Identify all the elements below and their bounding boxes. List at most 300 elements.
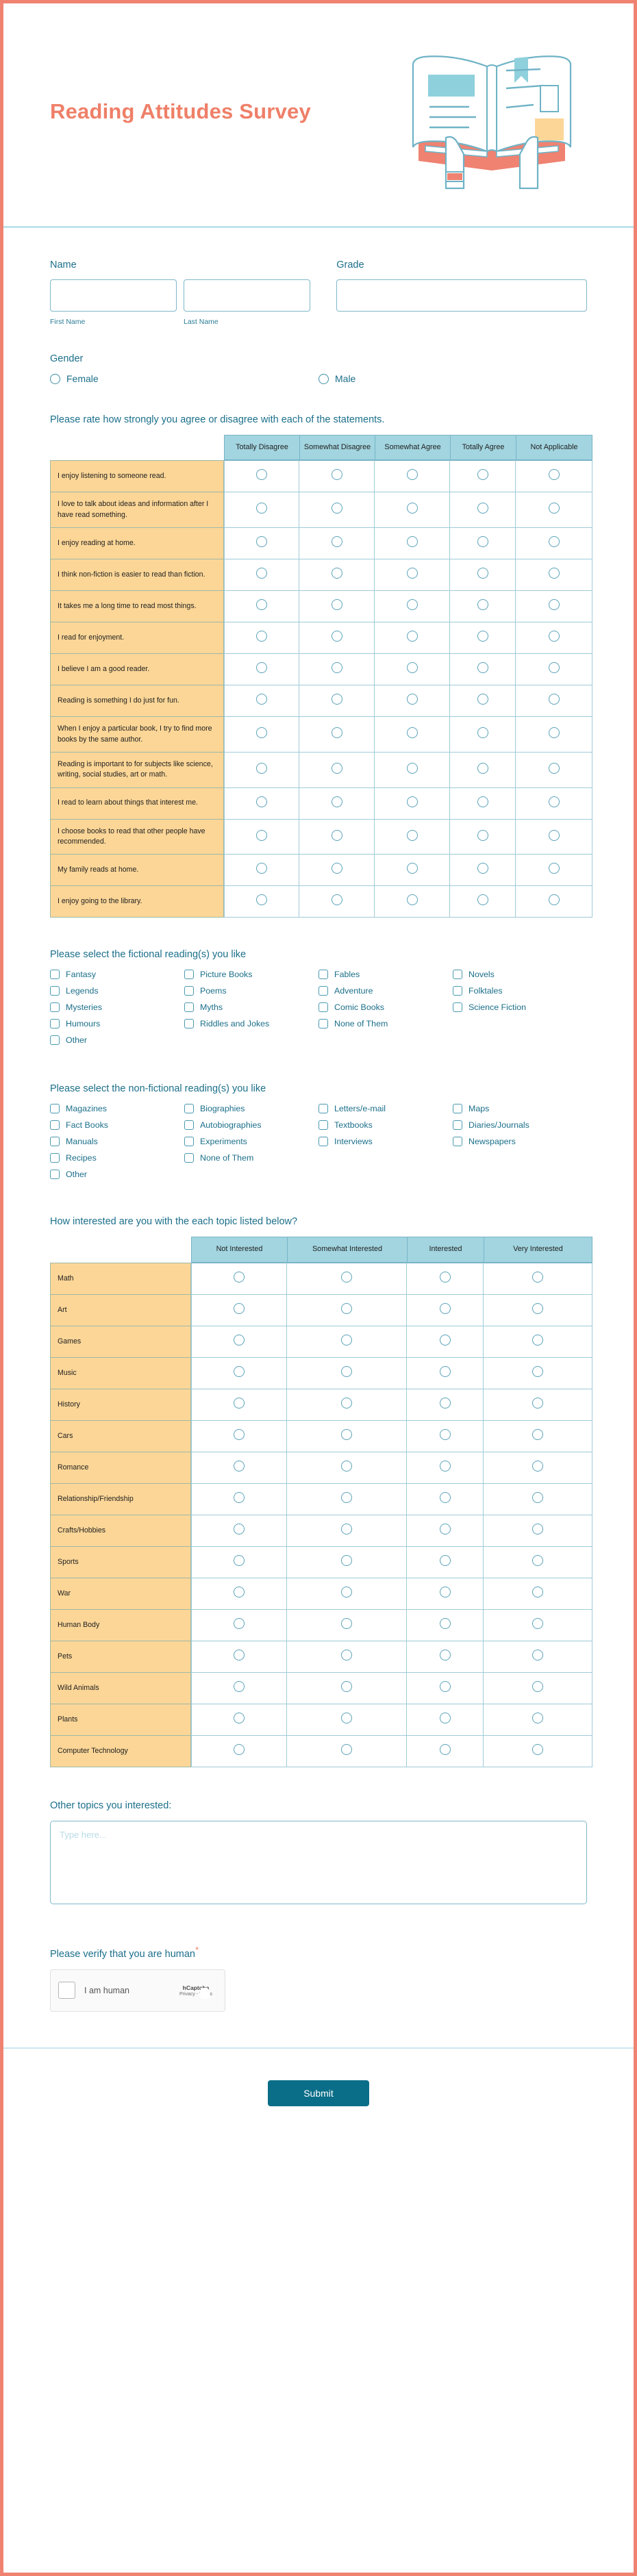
agreement-radio-cell[interactable] (224, 622, 299, 653)
other-topics-textarea[interactable] (50, 1821, 587, 1904)
interest-radio-cell[interactable] (407, 1389, 484, 1420)
interest-radio-cell[interactable] (287, 1578, 407, 1609)
radio-icon[interactable] (234, 1461, 245, 1472)
interest-radio-cell[interactable] (407, 1704, 484, 1735)
radio-icon[interactable] (234, 1650, 245, 1660)
radio-icon[interactable] (256, 469, 267, 480)
fictional-option[interactable] (184, 1019, 318, 1028)
radio-icon[interactable] (549, 503, 560, 514)
radio-icon[interactable] (440, 1587, 451, 1598)
radio-icon[interactable] (440, 1398, 451, 1409)
radio-icon[interactable] (477, 796, 488, 807)
radio-icon[interactable] (477, 830, 488, 841)
agreement-radio-cell[interactable] (299, 460, 375, 492)
interest-radio-cell[interactable] (407, 1672, 484, 1704)
radio-icon[interactable] (256, 763, 267, 774)
interest-radio-cell[interactable] (407, 1515, 484, 1546)
radio-icon[interactable] (256, 568, 267, 579)
radio-icon[interactable] (440, 1555, 451, 1566)
radio-icon[interactable] (50, 374, 60, 384)
hcaptcha-terms-link[interactable]: Privacy - Terms (179, 1991, 213, 1997)
radio-icon[interactable] (440, 1524, 451, 1535)
agreement-radio-cell[interactable] (450, 559, 516, 590)
fictional-option[interactable] (453, 1002, 587, 1012)
radio-icon[interactable] (440, 1272, 451, 1283)
radio-icon[interactable] (318, 374, 329, 384)
radio-icon[interactable] (407, 536, 418, 547)
nonfictional-option[interactable] (453, 1137, 587, 1146)
radio-icon[interactable] (341, 1366, 352, 1377)
interest-radio-cell[interactable] (287, 1483, 407, 1515)
radio-icon[interactable] (332, 662, 342, 673)
agreement-radio-cell[interactable] (450, 653, 516, 685)
checkbox-icon[interactable] (318, 970, 328, 979)
interest-radio-cell[interactable] (484, 1452, 592, 1483)
checkbox-icon[interactable] (453, 986, 462, 996)
fictional-option[interactable] (50, 1002, 184, 1012)
checkbox-icon[interactable] (184, 1019, 194, 1028)
interest-radio-cell[interactable] (287, 1452, 407, 1483)
radio-icon[interactable] (440, 1335, 451, 1346)
checkbox-icon[interactable] (184, 1104, 194, 1113)
radio-icon[interactable] (234, 1303, 245, 1314)
agreement-radio-cell[interactable] (450, 685, 516, 716)
radio-icon[interactable] (477, 469, 488, 480)
checkbox-icon[interactable] (50, 970, 60, 979)
interest-radio-cell[interactable] (191, 1735, 287, 1767)
agreement-radio-cell[interactable] (224, 653, 299, 685)
nonfictional-option[interactable] (318, 1104, 453, 1113)
agreement-radio-cell[interactable] (224, 854, 299, 885)
nonfictional-option[interactable] (318, 1120, 453, 1130)
radio-icon[interactable] (407, 863, 418, 874)
radio-icon[interactable] (477, 631, 488, 642)
agreement-radio-cell[interactable] (299, 590, 375, 622)
agreement-radio-cell[interactable] (450, 460, 516, 492)
agreement-radio-cell[interactable] (224, 685, 299, 716)
agreement-radio-cell[interactable] (299, 527, 375, 559)
interest-radio-cell[interactable] (191, 1704, 287, 1735)
radio-icon[interactable] (532, 1398, 543, 1409)
radio-icon[interactable] (407, 694, 418, 705)
checkbox-icon[interactable] (453, 1104, 462, 1113)
interest-radio-cell[interactable] (484, 1672, 592, 1704)
radio-icon[interactable] (256, 536, 267, 547)
interest-radio-cell[interactable] (484, 1578, 592, 1609)
interest-radio-cell[interactable] (484, 1389, 592, 1420)
agreement-radio-cell[interactable] (375, 622, 450, 653)
checkbox-icon[interactable] (50, 1137, 60, 1146)
fictional-option[interactable] (318, 1002, 453, 1012)
radio-icon[interactable] (332, 568, 342, 579)
interest-radio-cell[interactable] (484, 1326, 592, 1357)
nonfictional-option[interactable] (50, 1170, 184, 1179)
radio-icon[interactable] (341, 1524, 352, 1535)
radio-icon[interactable] (440, 1681, 451, 1692)
radio-icon[interactable] (332, 631, 342, 642)
fictional-option[interactable] (184, 970, 318, 979)
radio-icon[interactable] (341, 1713, 352, 1723)
interest-radio-cell[interactable] (484, 1483, 592, 1515)
radio-icon[interactable] (532, 1461, 543, 1472)
radio-icon[interactable] (549, 599, 560, 610)
interest-radio-cell[interactable] (287, 1515, 407, 1546)
nonfictional-option[interactable] (453, 1104, 587, 1113)
interest-radio-cell[interactable] (407, 1357, 484, 1389)
agreement-radio-cell[interactable] (299, 622, 375, 653)
radio-icon[interactable] (234, 1618, 245, 1629)
checkbox-icon[interactable] (318, 986, 328, 996)
radio-icon[interactable] (234, 1492, 245, 1503)
radio-icon[interactable] (407, 631, 418, 642)
agreement-radio-cell[interactable] (516, 752, 592, 787)
radio-icon[interactable] (532, 1366, 543, 1377)
interest-radio-cell[interactable] (407, 1641, 484, 1672)
interest-radio-cell[interactable] (484, 1641, 592, 1672)
radio-icon[interactable] (332, 469, 342, 480)
agreement-radio-cell[interactable] (224, 787, 299, 819)
agreement-radio-cell[interactable] (450, 716, 516, 752)
radio-icon[interactable] (234, 1587, 245, 1598)
agreement-radio-cell[interactable] (375, 716, 450, 752)
radio-icon[interactable] (234, 1524, 245, 1535)
agreement-radio-cell[interactable] (299, 492, 375, 527)
radio-icon[interactable] (234, 1555, 245, 1566)
radio-icon[interactable] (440, 1429, 451, 1440)
agreement-radio-cell[interactable] (375, 492, 450, 527)
gender-option-male[interactable] (318, 373, 587, 384)
interest-radio-cell[interactable] (287, 1609, 407, 1641)
radio-icon[interactable] (532, 1492, 543, 1503)
radio-icon[interactable] (341, 1303, 352, 1314)
radio-icon[interactable] (440, 1461, 451, 1472)
agreement-radio-cell[interactable] (224, 527, 299, 559)
nonfictional-option[interactable] (50, 1137, 184, 1146)
checkbox-icon[interactable] (50, 1035, 60, 1045)
radio-icon[interactable] (256, 503, 267, 514)
interest-radio-cell[interactable] (191, 1483, 287, 1515)
agreement-radio-cell[interactable] (224, 492, 299, 527)
radio-icon[interactable] (256, 599, 267, 610)
radio-icon[interactable] (341, 1429, 352, 1440)
interest-radio-cell[interactable] (484, 1609, 592, 1641)
radio-icon[interactable] (407, 503, 418, 514)
checkbox-icon[interactable] (50, 1104, 60, 1113)
first-name-input[interactable] (50, 279, 177, 312)
agreement-radio-cell[interactable] (224, 885, 299, 918)
radio-icon[interactable] (440, 1303, 451, 1314)
radio-icon[interactable] (256, 631, 267, 642)
radio-icon[interactable] (332, 694, 342, 705)
checkbox-icon[interactable] (50, 1019, 60, 1028)
agreement-radio-cell[interactable] (375, 685, 450, 716)
radio-icon[interactable] (532, 1335, 543, 1346)
radio-icon[interactable] (549, 631, 560, 642)
checkbox-icon[interactable] (184, 1153, 194, 1163)
radio-icon[interactable] (407, 796, 418, 807)
interest-radio-cell[interactable] (407, 1546, 484, 1578)
radio-icon[interactable] (407, 662, 418, 673)
radio-icon[interactable] (234, 1744, 245, 1755)
interest-radio-cell[interactable] (191, 1578, 287, 1609)
radio-icon[interactable] (407, 599, 418, 610)
radio-icon[interactable] (477, 536, 488, 547)
radio-icon[interactable] (332, 727, 342, 738)
radio-icon[interactable] (440, 1744, 451, 1755)
interest-radio-cell[interactable] (287, 1546, 407, 1578)
radio-icon[interactable] (477, 894, 488, 905)
radio-icon[interactable] (407, 568, 418, 579)
interest-radio-cell[interactable] (484, 1263, 592, 1294)
radio-icon[interactable] (532, 1303, 543, 1314)
radio-icon[interactable] (332, 830, 342, 841)
radio-icon[interactable] (440, 1713, 451, 1723)
agreement-radio-cell[interactable] (299, 559, 375, 590)
radio-icon[interactable] (234, 1366, 245, 1377)
checkbox-icon[interactable] (184, 1120, 194, 1130)
agreement-radio-cell[interactable] (375, 653, 450, 685)
agreement-radio-cell[interactable] (375, 559, 450, 590)
radio-icon[interactable] (549, 568, 560, 579)
agreement-radio-cell[interactable] (299, 685, 375, 716)
interest-radio-cell[interactable] (287, 1735, 407, 1767)
interest-radio-cell[interactable] (484, 1546, 592, 1578)
radio-icon[interactable] (332, 503, 342, 514)
checkbox-icon[interactable] (453, 1002, 462, 1012)
grade-input[interactable] (336, 279, 587, 312)
radio-icon[interactable] (477, 863, 488, 874)
checkbox-icon[interactable] (453, 1137, 462, 1146)
radio-icon[interactable] (256, 830, 267, 841)
gender-option-female[interactable] (50, 373, 318, 384)
checkbox-icon[interactable] (50, 1170, 60, 1179)
fictional-option[interactable] (50, 1019, 184, 1028)
agreement-radio-cell[interactable] (299, 752, 375, 787)
interest-radio-cell[interactable] (407, 1420, 484, 1452)
checkbox-icon[interactable] (184, 1137, 194, 1146)
agreement-radio-cell[interactable] (450, 492, 516, 527)
interest-radio-cell[interactable] (484, 1420, 592, 1452)
nonfictional-option[interactable] (184, 1137, 318, 1146)
radio-icon[interactable] (407, 763, 418, 774)
radio-icon[interactable] (332, 599, 342, 610)
checkbox-icon[interactable] (50, 1120, 60, 1130)
radio-icon[interactable] (532, 1713, 543, 1723)
interest-radio-cell[interactable] (191, 1452, 287, 1483)
agreement-radio-cell[interactable] (516, 685, 592, 716)
interest-radio-cell[interactable] (191, 1641, 287, 1672)
agreement-radio-cell[interactable] (375, 787, 450, 819)
radio-icon[interactable] (477, 662, 488, 673)
radio-icon[interactable] (256, 727, 267, 738)
interest-radio-cell[interactable] (191, 1546, 287, 1578)
hcaptcha-checkbox[interactable] (58, 1982, 75, 1999)
radio-icon[interactable] (532, 1524, 543, 1535)
radio-icon[interactable] (549, 694, 560, 705)
interest-radio-cell[interactable] (287, 1389, 407, 1420)
checkbox-icon[interactable] (318, 1104, 328, 1113)
interest-radio-cell[interactable] (407, 1483, 484, 1515)
last-name-input[interactable] (184, 279, 310, 312)
checkbox-icon[interactable] (184, 986, 194, 996)
checkbox-icon[interactable] (184, 1002, 194, 1012)
nonfictional-option[interactable] (50, 1120, 184, 1130)
fictional-option[interactable] (318, 986, 453, 996)
radio-icon[interactable] (256, 796, 267, 807)
interest-radio-cell[interactable] (287, 1704, 407, 1735)
fictional-option[interactable] (50, 1035, 184, 1045)
radio-icon[interactable] (549, 863, 560, 874)
agreement-radio-cell[interactable] (516, 787, 592, 819)
radio-icon[interactable] (549, 662, 560, 673)
radio-icon[interactable] (532, 1429, 543, 1440)
radio-icon[interactable] (234, 1335, 245, 1346)
interest-radio-cell[interactable] (287, 1326, 407, 1357)
radio-icon[interactable] (440, 1492, 451, 1503)
agreement-radio-cell[interactable] (299, 885, 375, 918)
agreement-radio-cell[interactable] (375, 752, 450, 787)
agreement-radio-cell[interactable] (224, 752, 299, 787)
radio-icon[interactable] (407, 830, 418, 841)
agreement-radio-cell[interactable] (450, 752, 516, 787)
radio-icon[interactable] (532, 1650, 543, 1660)
interest-radio-cell[interactable] (484, 1515, 592, 1546)
agreement-radio-cell[interactable] (516, 527, 592, 559)
radio-icon[interactable] (407, 469, 418, 480)
checkbox-icon[interactable] (318, 1019, 328, 1028)
nonfictional-option[interactable] (184, 1120, 318, 1130)
agreement-radio-cell[interactable] (516, 590, 592, 622)
interest-radio-cell[interactable] (191, 1609, 287, 1641)
radio-icon[interactable] (440, 1366, 451, 1377)
agreement-radio-cell[interactable] (224, 819, 299, 855)
agreement-radio-cell[interactable] (375, 854, 450, 885)
interest-radio-cell[interactable] (287, 1294, 407, 1326)
fictional-option[interactable] (318, 970, 453, 979)
fictional-option[interactable] (184, 1002, 318, 1012)
submit-button[interactable]: Submit (268, 2080, 369, 2106)
agreement-radio-cell[interactable] (224, 460, 299, 492)
radio-icon[interactable] (234, 1429, 245, 1440)
interest-radio-cell[interactable] (191, 1294, 287, 1326)
interest-radio-cell[interactable] (191, 1515, 287, 1546)
radio-icon[interactable] (341, 1398, 352, 1409)
radio-icon[interactable] (477, 503, 488, 514)
checkbox-icon[interactable] (50, 986, 60, 996)
radio-icon[interactable] (549, 469, 560, 480)
radio-icon[interactable] (341, 1461, 352, 1472)
agreement-radio-cell[interactable] (450, 590, 516, 622)
radio-icon[interactable] (532, 1681, 543, 1692)
interest-radio-cell[interactable] (407, 1578, 484, 1609)
checkbox-icon[interactable] (184, 970, 194, 979)
radio-icon[interactable] (549, 727, 560, 738)
radio-icon[interactable] (332, 796, 342, 807)
checkbox-icon[interactable] (50, 1153, 60, 1163)
fictional-option[interactable] (184, 986, 318, 996)
radio-icon[interactable] (477, 599, 488, 610)
agreement-radio-cell[interactable] (516, 460, 592, 492)
agreement-radio-cell[interactable] (299, 787, 375, 819)
fictional-option[interactable] (453, 970, 587, 979)
agreement-radio-cell[interactable] (375, 819, 450, 855)
radio-icon[interactable] (341, 1492, 352, 1503)
nonfictional-option[interactable] (184, 1104, 318, 1113)
radio-icon[interactable] (256, 894, 267, 905)
checkbox-icon[interactable] (318, 1002, 328, 1012)
radio-icon[interactable] (532, 1587, 543, 1598)
interest-radio-cell[interactable] (484, 1294, 592, 1326)
interest-radio-cell[interactable] (191, 1357, 287, 1389)
agreement-radio-cell[interactable] (516, 653, 592, 685)
interest-radio-cell[interactable] (407, 1263, 484, 1294)
radio-icon[interactable] (341, 1744, 352, 1755)
radio-icon[interactable] (341, 1555, 352, 1566)
interest-radio-cell[interactable] (287, 1357, 407, 1389)
radio-icon[interactable] (549, 796, 560, 807)
agreement-radio-cell[interactable] (516, 854, 592, 885)
interest-radio-cell[interactable] (407, 1326, 484, 1357)
radio-icon[interactable] (332, 863, 342, 874)
agreement-radio-cell[interactable] (375, 590, 450, 622)
radio-icon[interactable] (549, 894, 560, 905)
fictional-option[interactable] (318, 1019, 453, 1028)
agreement-radio-cell[interactable] (450, 787, 516, 819)
radio-icon[interactable] (477, 694, 488, 705)
radio-icon[interactable] (234, 1713, 245, 1723)
radio-icon[interactable] (440, 1618, 451, 1629)
agreement-radio-cell[interactable] (375, 460, 450, 492)
interest-radio-cell[interactable] (287, 1641, 407, 1672)
fictional-option[interactable] (50, 970, 184, 979)
radio-icon[interactable] (341, 1618, 352, 1629)
radio-icon[interactable] (477, 763, 488, 774)
checkbox-icon[interactable] (318, 1137, 328, 1146)
agreement-radio-cell[interactable] (375, 885, 450, 918)
radio-icon[interactable] (477, 568, 488, 579)
radio-icon[interactable] (256, 694, 267, 705)
agreement-radio-cell[interactable] (299, 653, 375, 685)
radio-icon[interactable] (341, 1587, 352, 1598)
nonfictional-option[interactable] (50, 1104, 184, 1113)
nonfictional-option[interactable] (318, 1137, 453, 1146)
agreement-radio-cell[interactable] (516, 622, 592, 653)
radio-icon[interactable] (332, 894, 342, 905)
agreement-radio-cell[interactable] (516, 819, 592, 855)
checkbox-icon[interactable] (453, 1120, 462, 1130)
interest-radio-cell[interactable] (407, 1452, 484, 1483)
interest-radio-cell[interactable] (407, 1609, 484, 1641)
radio-icon[interactable] (341, 1335, 352, 1346)
radio-icon[interactable] (256, 662, 267, 673)
radio-icon[interactable] (532, 1555, 543, 1566)
agreement-radio-cell[interactable] (516, 559, 592, 590)
checkbox-icon[interactable] (453, 970, 462, 979)
interest-radio-cell[interactable] (287, 1263, 407, 1294)
radio-icon[interactable] (407, 894, 418, 905)
interest-radio-cell[interactable] (407, 1294, 484, 1326)
agreement-radio-cell[interactable] (299, 854, 375, 885)
radio-icon[interactable] (341, 1272, 352, 1283)
interest-radio-cell[interactable] (287, 1672, 407, 1704)
nonfictional-option[interactable] (50, 1153, 184, 1163)
nonfictional-option[interactable] (184, 1153, 318, 1163)
agreement-radio-cell[interactable] (224, 559, 299, 590)
radio-icon[interactable] (234, 1272, 245, 1283)
radio-icon[interactable] (532, 1744, 543, 1755)
interest-radio-cell[interactable] (191, 1389, 287, 1420)
agreement-radio-cell[interactable] (516, 716, 592, 752)
